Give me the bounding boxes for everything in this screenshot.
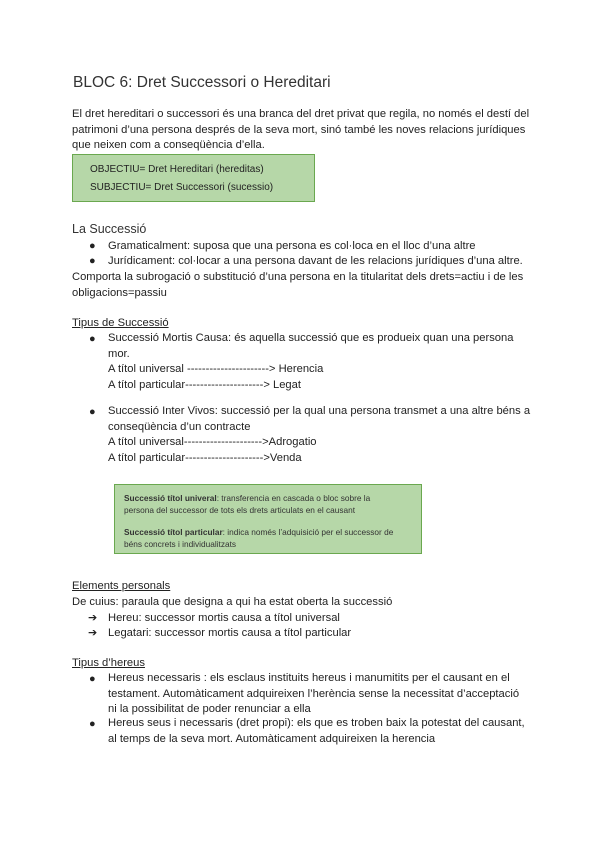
objectiu-subjectiu-box	[72, 154, 315, 202]
inter-vivos-line-2: conseqüència d’un contracte	[108, 420, 251, 433]
de-cuius-line: De cuius: paraula que designa a qui ha estat oberta la successió	[72, 596, 393, 608]
bullet-icon: ●	[89, 240, 96, 252]
successio-bullet-1: Gramaticalment: suposa que una persona es col·loca en el lloc d’una altre	[108, 240, 476, 252]
titol-universal-term: Successió títol univeral	[124, 493, 217, 503]
mortis-causa-line-2: mor.	[108, 347, 130, 360]
hereus-seus-line-1: Hereus seus i necessaris (dret propi): els que es troben baix la potestat del causant,	[108, 717, 525, 729]
section-heading-successio: La Successió	[72, 222, 147, 236]
mortis-causa-particular: A títol particular---------------------> Legat	[108, 378, 301, 391]
titol-particular-def-2: béns concrets i individualitzats	[124, 538, 237, 549]
mortis-causa-block	[108, 331, 513, 393]
bullet-icon: ●	[89, 673, 96, 685]
page-title: BLOC 6: Dret Successori o Hereditari	[73, 74, 331, 91]
legatari-line: Legatari: successor mortis causa a títol particular	[108, 627, 352, 639]
hereus-necessaris-line-1: Hereus necessaris : els esclaus instituits hereus i manumitits per el causant en el	[108, 672, 510, 684]
inter-vivos-particular: A títol particular--------------------->Venda	[108, 451, 302, 464]
inter-vivos-universal: A títol universal--------------------->Adrogatio	[108, 436, 317, 448]
bullet-icon: ●	[89, 255, 96, 267]
section-heading-tipus-hereus: Tipus d’hereus	[72, 657, 145, 669]
objectiu-line: OBJECTIU= Dret Hereditari (hereditas)	[90, 164, 264, 175]
bullet-icon: ●	[89, 406, 96, 418]
titol-universal-def-2: persona del successor de tots els drets articulats en el causant	[124, 504, 356, 515]
hereus-necessaris-line-2: testament. Automàticament adquireixen l’herència sense la necessitat d’acceptació	[108, 687, 520, 700]
mortis-causa-universal: A títol universal ----------------------> Herencia	[108, 363, 324, 375]
intro-line-2: patrimoni d’una persona després de la seva mort, sinó també les noves relacions jurídiques	[72, 123, 526, 136]
mortis-causa-line-1: Successió Mortis Causa: és aquella successió que es produeix quan una persona	[108, 332, 514, 344]
titol-particular-term: Successió títol particular	[124, 527, 223, 537]
titol-universal-text	[124, 493, 416, 516]
bullet-icon: ●	[89, 718, 96, 730]
successio-titol-box	[114, 484, 422, 554]
intro-line-3: que neixen com a conseqüència d’ella.	[72, 139, 265, 151]
arrow-icon: ➔	[88, 612, 98, 624]
bullet-icon: ●	[89, 333, 96, 345]
successio-paragraph	[72, 270, 523, 301]
inter-vivos-line-1: Successió Inter Vivos: successió per la qual una persona transmet a una altre béns a	[108, 405, 531, 417]
intro-paragraph	[72, 107, 529, 154]
titol-particular-def: : indica només l’adquisició per el successor de	[222, 527, 394, 537]
hereu-line: Hereu: successor mortis causa a títol universal	[108, 612, 340, 624]
titol-universal-def: : transferencia en cascada o bloc sobre la	[216, 493, 371, 503]
arrow-icon: ➔	[88, 627, 98, 639]
hereus-necessaris-block	[108, 671, 519, 718]
hereus-seus-line-2: al temps de la seva mort. Automàticament adquireixen la herencia	[108, 732, 436, 745]
titol-particular-text	[124, 527, 416, 550]
hereus-seus-block	[108, 716, 525, 747]
intro-line-1: El dret hereditari o successori és una branca del dret privat que regila, no només el destí del	[72, 108, 530, 120]
section-heading-elements: Elements personals	[72, 580, 171, 592]
successio-paragraph-line-1: Comporta la subrogació o substitució d’una persona en la titularitat dels drets=actiu i de les	[72, 271, 524, 283]
subjectiu-line: SUBJECTIU= Dret Successori (sucessio)	[90, 182, 274, 193]
successio-bullet-2: Jurídicament: col·locar a una persona davant de les relacions jurídiques d’una altre.	[108, 255, 523, 267]
successio-paragraph-line-2: obligacions=passiu	[72, 286, 167, 299]
section-heading-tipus-successio: Tipus de Successió	[72, 317, 169, 329]
inter-vivos-block	[108, 404, 530, 466]
hereus-necessaris-line-3: ni la possibilitat de poder renunciar a ella	[108, 703, 311, 715]
